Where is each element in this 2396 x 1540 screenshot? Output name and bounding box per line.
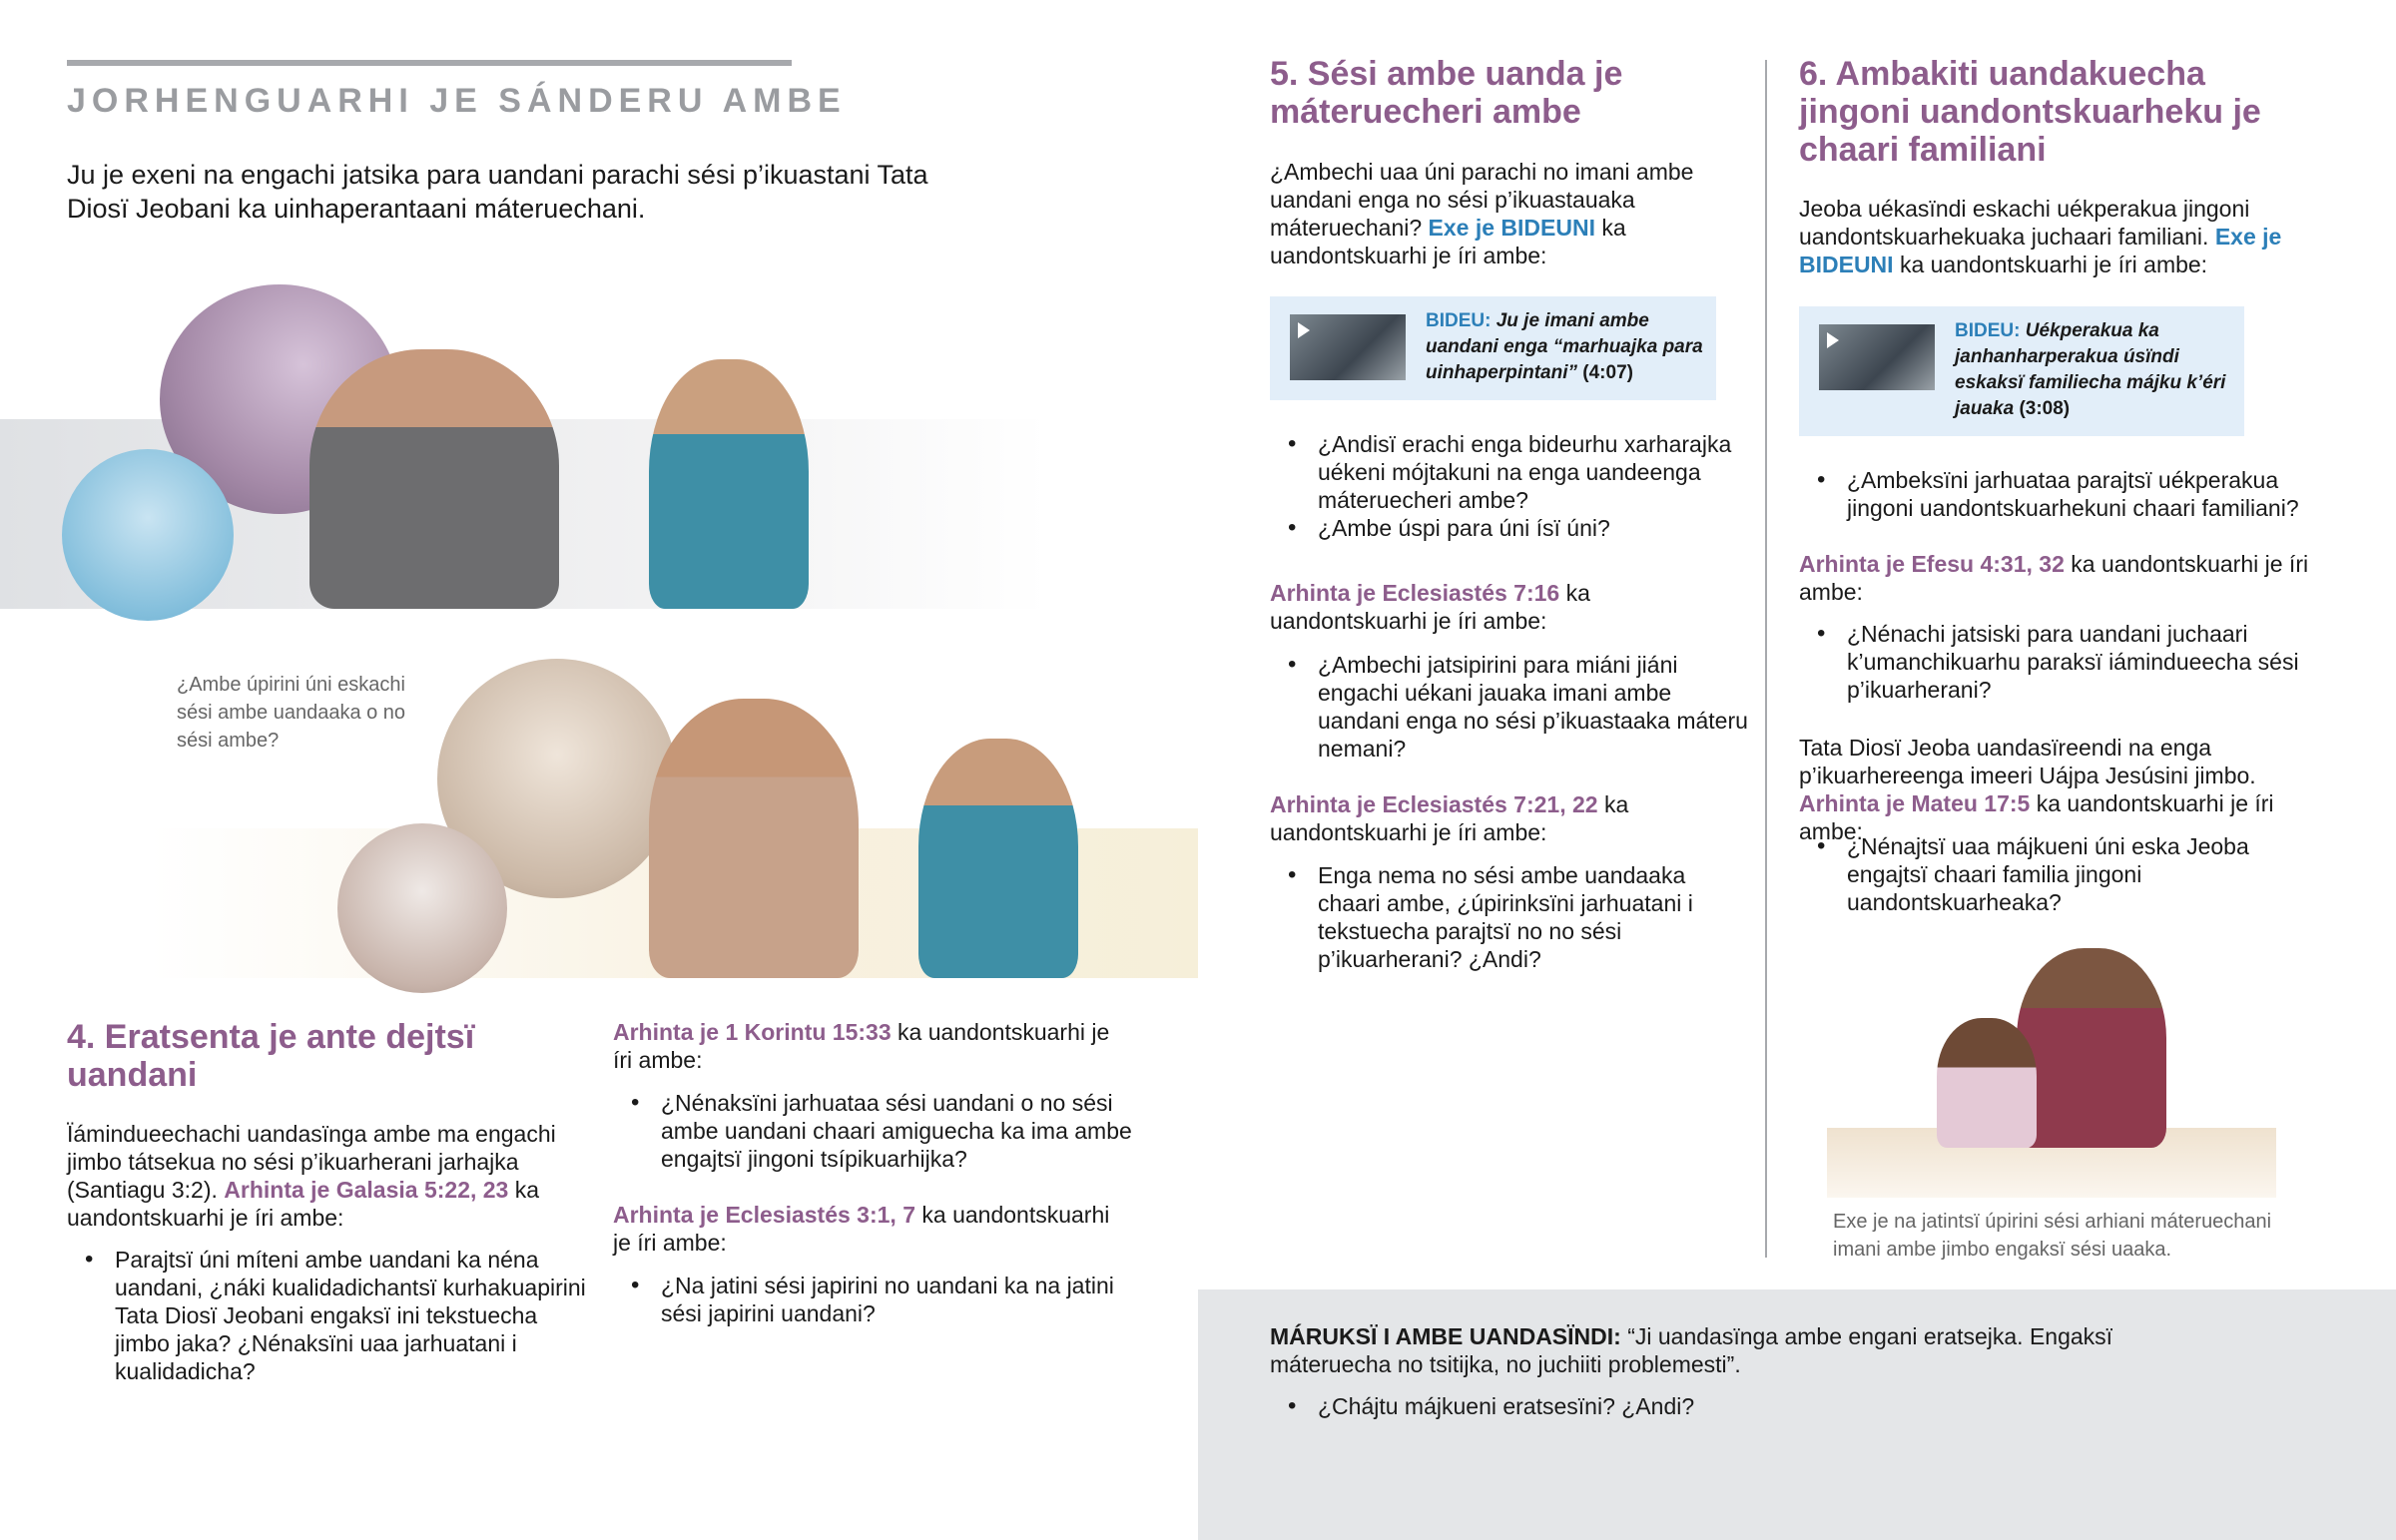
section5-question-2: • ¿Ambe úspi para úni ísï úni? xyxy=(1270,514,1749,542)
video-card-6[interactable] xyxy=(1799,306,2244,436)
section4-bullets-2 xyxy=(613,1089,1132,1173)
illustration-conversation xyxy=(150,659,1198,978)
section5-bullets-3 xyxy=(1270,861,1749,973)
section5-question-3: • ¿Ambechi jatsipirini para miáni jiáni engachi uékani jauaka imani ambe uandani enga no sési p’ikuastaaka máteru nemani? xyxy=(1270,651,1749,763)
section5-question-4: • Enga nema no sési ambe uandaaka chaari ambe, ¿úpirinksïni jarhuatani i tekstuecha parajtsï no no sési p’ikuarherani? ¿Andi? xyxy=(1270,861,1749,973)
footer-bullets xyxy=(1270,1392,2128,1420)
scripture-link-eclesiastes-7-16[interactable]: Arhinta je Eclesiastés 7:16 xyxy=(1270,580,1560,606)
scripture-link-eclesiastes-3[interactable]: Arhinta je Eclesiastés 3:1, 7 xyxy=(613,1202,915,1228)
section4-title: 4. Eratsenta je ante dejtsï uandani xyxy=(67,1018,475,1094)
section6-bullets-3 xyxy=(1799,832,2328,916)
footer-quote: “Ji uandasïnga ambe engani eratsejka. Engaksï máteruecha no tsitijka, no juchiiti problemesti”. xyxy=(1270,1323,2113,1377)
video-link-6[interactable]: Exe je BIDEUNI xyxy=(1799,224,2282,277)
scripture-link-mateu[interactable]: Arhinta je Mateu 17:5 xyxy=(1799,790,2031,816)
section4-ref3: Arhinta je Eclesiastés 3:1, 7 ka uandontskuarhi je íri ambe: xyxy=(613,1202,1110,1256)
footer-question: • ¿Chájtu májkueni eratsesïni? ¿Andi? xyxy=(1270,1392,2128,1420)
scripture-link-eclesiastes-7-21[interactable]: Arhinta je Eclesiastés 7:21, 22 xyxy=(1270,791,1598,817)
section5-ref2: Arhinta je Eclesiastés 7:16 ka uandontskuarhi je íri ambe: xyxy=(1270,580,1590,634)
section5-bullets-2 xyxy=(1270,651,1749,763)
section6-question-3: • ¿Nénajtsï uaa májkueni úni eska Jeoba engajtsï chaari familia jingoni uandontskuarheaka? xyxy=(1799,832,2328,916)
section4-question-2: • ¿Nénaksïni jarhuataa sési uandani o no sési ambe uandani chaari amiguecha ka ima ambe engajtsï jingoni tsípikuarhijka? xyxy=(613,1089,1132,1173)
man-reading-scene xyxy=(337,823,507,993)
section6-bullets-2 xyxy=(1799,620,2328,704)
video-title-5: Ju je imani ambe uandani enga “marhuajka para uinhaperpintani” xyxy=(1426,310,1703,383)
section6-title: 6. Ambakiti uandakuecha jingoni uandontskuarheku je chaari familiani xyxy=(1799,55,2261,169)
video-card-5[interactable] xyxy=(1270,296,1716,400)
section6-bullets-1 xyxy=(1799,466,2328,522)
video-duration-6: (3:08) xyxy=(2019,398,2071,419)
man-talking xyxy=(649,699,859,978)
intro-text: Ju je exeni na engachi jatsika para uandani parachi sési p’ikuastani Tata Diosï Jeobani ka uinhaperantaani máteruechani. xyxy=(67,160,928,224)
video-duration-5: (4:07) xyxy=(1582,362,1633,383)
video-thumbnail-5[interactable] xyxy=(1290,314,1406,380)
column-divider xyxy=(1765,60,1767,1258)
footer-label: MÁRUKSÏ I AMBE UANDASÏNDI: xyxy=(1270,1323,1621,1349)
section5-paragraph: ¿Ambechi uaa úni parachi no imani ambe uandani enga no sési p’ikuastauaka máteruechani? Exe je BIDEUNI ka uandontskuarhi je íri ambe: xyxy=(1270,159,1694,268)
woman-listening xyxy=(649,359,809,609)
section5-question-1: • ¿Andisï erachi enga bideurhu xarharajka uékeni mójtakuni na enga uandeenga máteruecheri ambe? xyxy=(1270,430,1749,514)
section-kicker: JORHENGUARHI JE SÁNDERU AMBE xyxy=(67,82,847,120)
play-icon xyxy=(1298,322,1310,338)
header-rule xyxy=(67,60,792,66)
mother-child-caption: Exe je na jatintsï úpirini sési arhiani máteruechani imani ambe jimbo engaksï sési uaaka. xyxy=(1833,1211,2272,1261)
section4-question-1: • Parajtsï úni míteni ambe uandani ka néna uandani, ¿náki kualidadichantsï kurhakuapirini Tata Diosï Jeobani engaksï ini tekstuecha jimbo jaka? ¿Nénaksïni uaa jarhuatani i kualidadicha? xyxy=(67,1246,596,1385)
section4-bullets-1 xyxy=(67,1246,596,1385)
illustration-mother-child xyxy=(1827,938,2276,1198)
section5-bullets-1 xyxy=(1270,430,1749,542)
section6-paragraph-3: Tata Diosï Jeoba uandasïreendi na enga p’ikuarhereenga imeeri Uájpa Jesúsini jimbo. Arhinta je Mateu 17:5 ka uandontskuarhi je íri ambe: xyxy=(1799,735,2274,844)
section6-ref2: Arhinta je Efesu 4:31, 32 ka uandontskuarhi je íri ambe: xyxy=(1799,551,2309,605)
mother xyxy=(2017,948,2166,1148)
video-link-5[interactable]: Exe je BIDEUNI xyxy=(1428,215,1595,241)
section4-question-3: • ¿Na jatini sési japirini no uandani ka na jatini sési japirini uandani? xyxy=(613,1272,1132,1327)
scripture-link-korintu[interactable]: Arhinta je 1 Korintu 15:33 xyxy=(613,1019,892,1045)
illustration-argument xyxy=(0,259,1048,609)
section4-paragraph: Ïámindueechachi uandasïnga ambe ma engachi jimbo tátsekua no sési p’ikuarherani jarhajka (Santiagu 3:2). Arhinta je Galasia 5:22, 23 ka uandontskuarhi je íri ambe: xyxy=(67,1121,556,1231)
illustration-caption: ¿Ambe úpirini úni eskachi sési ambe uandaaka o no sési ambe? xyxy=(177,674,406,752)
play-icon xyxy=(1827,332,1839,348)
section5-title: 5. Sési ambe uanda je máteruecheri ambe xyxy=(1270,55,1623,131)
section6-question-2: • ¿Nénachi jatsiski para uandani juchaari k’umanchikuarhu paraksï iámindueecha sési p’ikuarherani? xyxy=(1799,620,2328,704)
section5-ref3: Arhinta je Eclesiastés 7:21, 22 ka uandontskuarhi je íri ambe: xyxy=(1270,791,1629,845)
woman-smiling xyxy=(918,739,1078,978)
footer-statement xyxy=(1270,1322,2128,1378)
scripture-link-galasia[interactable]: Arhinta je Galasia 5:22, 23 xyxy=(224,1177,509,1203)
man-arguing xyxy=(309,349,559,609)
scripture-link-efesu[interactable]: Arhinta je Efesu 4:31, 32 xyxy=(1799,551,2065,577)
section4-bullets-3 xyxy=(613,1272,1132,1327)
section6-paragraph: Jeoba uékasïndi eskachi uékperakua jingoni uandontskuarhekuaka juchaari familiani. Exe je BIDEUNI ka uandontskuarhi je íri ambe: xyxy=(1799,196,2282,277)
child xyxy=(1937,1018,2037,1148)
section6-question-1: • ¿Ambeksïni jarhuataa parajtsï uékperakua jingoni uandontskuarhekuni chaari familiani? xyxy=(1799,466,2328,522)
video-thumbnail-6[interactable] xyxy=(1819,324,1935,390)
video-title-6: Uékperakua ka janhanharperakua úsïndi eskaksï familiecha májku k’éri jauaka xyxy=(1955,320,2226,419)
video-label: BIDEU: xyxy=(1955,320,2021,341)
teen-headphones-scene xyxy=(62,449,234,621)
section4-ref2: Arhinta je 1 Korintu 15:33 ka uandontskuarhi je íri ambe: xyxy=(613,1019,1110,1073)
video-label: BIDEU: xyxy=(1426,310,1492,331)
